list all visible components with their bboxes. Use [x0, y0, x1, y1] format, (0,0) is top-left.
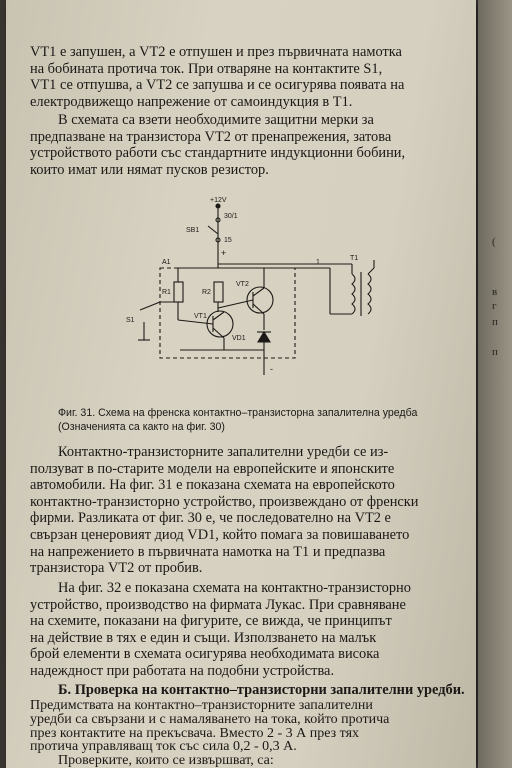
- text-line: фирми. Разликата от фиг. 30 е, че последователно на VT2 е: [30, 510, 391, 527]
- text-line: на напрежението в първичната намотка на T1 и предпазва: [30, 543, 386, 560]
- section-b-body: [30, 699, 468, 741]
- vd1-label: VD1: [232, 335, 246, 342]
- text-line: ползуват в по-старите модели на европейските и японските: [30, 460, 395, 477]
- a1-label: A1: [162, 259, 171, 266]
- paragraph-3: [30, 444, 468, 577]
- t1-label: T1: [350, 255, 359, 262]
- r2-label: R2: [202, 289, 211, 296]
- text-line: транзистора VT2 от пробив.: [30, 560, 203, 577]
- s1-label: S1: [126, 317, 135, 324]
- terminal-30-label: 30/1: [224, 213, 238, 220]
- text-line: автомобили. На фиг. 31 е показана схемата на европейското: [30, 477, 395, 494]
- text-line: протича управляващ ток със сила 0,2 - 0,3 А.: [30, 739, 297, 754]
- caption-line: (Означенията са както на фиг. 30): [58, 421, 225, 433]
- text-line: VT1 е запушен, а VT2 е отпушен и през първичната намотка: [30, 44, 402, 60]
- text-line: през контактите на прекъсвача. Вместо 2 - 3 А през тях: [30, 726, 360, 741]
- terminal-15-label: 15: [224, 237, 232, 244]
- text-line: устройството работи със стандартните индукционни бобини,: [30, 145, 406, 162]
- text-line: които имат или нямат пусков резистор.: [30, 161, 269, 178]
- caption-line: Фиг. 31. Схема на френска контактно–транзисторна запалителна уредба: [58, 407, 418, 419]
- text-line: На фиг. 32 е показана схемата на контактно-транзисторно: [58, 580, 411, 596]
- circuit-diagram: [120, 190, 400, 390]
- text-line: свързан ценеровият диод VD1, който помага за повишаването: [30, 526, 410, 543]
- text-line: на схемите, показани на фигурите, се вижда, че принципът: [30, 613, 392, 630]
- paragraph-4: [30, 580, 468, 680]
- text-line: електродвижещо напрежение от самоиндукция в T1.: [30, 93, 353, 110]
- text-line: VT1 се отпушва, а VT2 се запушва и се осигурява появата на: [30, 77, 405, 94]
- adjacent-page-fragment: п: [492, 316, 498, 328]
- r1-label: R1: [162, 289, 171, 296]
- text-line: предпазване на транзистора VT2 от пренапрежения, затова: [30, 128, 392, 145]
- minus-label: -: [270, 364, 273, 374]
- plus-label: +: [221, 248, 227, 258]
- paragraph-1: [30, 44, 468, 110]
- text-line: брой елементи в схемата осигурява необходимата висока: [30, 646, 380, 663]
- text-line: В схемата са взети необходимите защитни мерки за: [58, 112, 374, 128]
- text-line: устройство, производство на фирмата Лукас. При сравняване: [30, 596, 406, 613]
- text-line: надеждност при работата на подобни устройства.: [30, 662, 335, 679]
- text-line: Предимствата на контактно–транзисторните запалителни: [30, 698, 373, 713]
- adjacent-page-edge: [478, 0, 512, 768]
- sb1-label: SB1: [186, 227, 200, 234]
- vt1-label: VT1: [194, 313, 207, 320]
- text-line: уредби са свързани и с намаляването на тока, който протича: [30, 712, 390, 727]
- section-b: [30, 682, 468, 699]
- figure-caption: [58, 406, 478, 434]
- text-line: Контактно-транзисторните запалителни уредби се из-: [58, 444, 389, 460]
- supply-label: +12V: [210, 197, 227, 204]
- adjacent-page-fragment: п: [492, 346, 498, 358]
- output-1-label: 1: [316, 259, 320, 266]
- section-b-heading: Б. Проверка на контактно–транзисторни запалителни уредби.: [58, 682, 465, 698]
- text-line: Проверките, които се извършват, са:: [58, 753, 274, 768]
- adjacent-page-fragment: г: [492, 300, 497, 312]
- text-line: на действие в тях е един и същи. Използването на малък: [30, 629, 377, 646]
- text-line: контактно-транзисторно устройство, произвеждано от френски: [30, 493, 419, 510]
- text-line: на бобината протича ток. При отваряне на контактите S1,: [30, 60, 383, 77]
- paragraph-2: [30, 112, 468, 178]
- adjacent-page-fragment: в: [492, 286, 498, 298]
- section-b-body-end: [30, 740, 468, 768]
- vt2-label: VT2: [236, 281, 249, 288]
- adjacent-page-fragment: (: [492, 236, 496, 248]
